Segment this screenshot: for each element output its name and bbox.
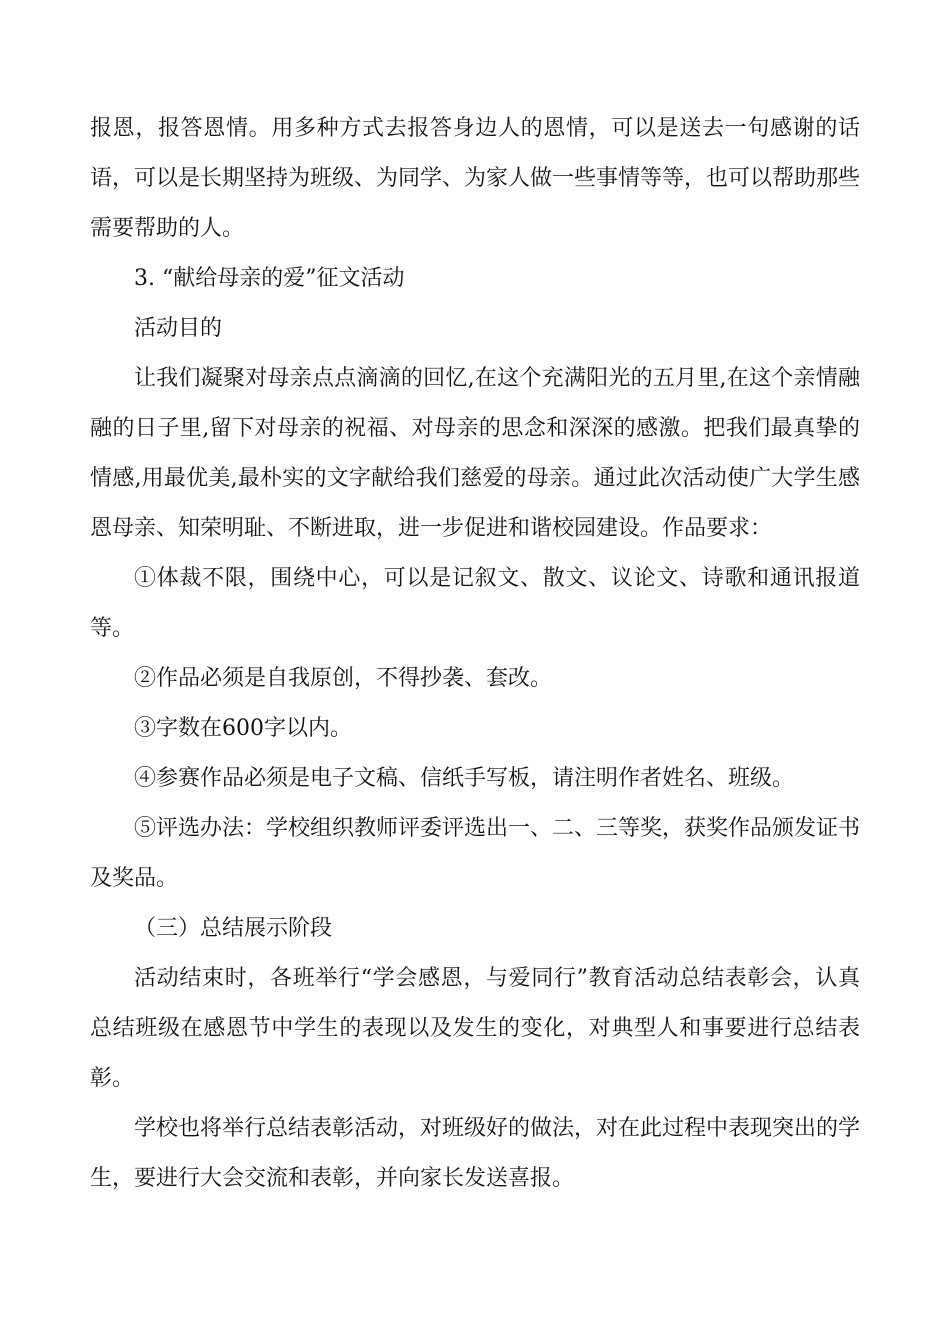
requirement-item-3: ③字数在600字以内。	[134, 716, 352, 741]
section-heading-essay-activity: 3. “献给母亲的爱”征文活动	[134, 266, 405, 291]
requirement-item-4: ④参赛作品必须是电子文稿、信纸手写板，请注明作者姓名、班级。	[134, 766, 795, 791]
paragraph-continuation: 报恩，报答恩情。用多种方式去报答身边人的恩情，可以是送去一句感谢的话语，可以是长期坚持为班级、为同学、为家人做一些事情等等，也可以帮助那些需要帮助的人。	[90, 116, 861, 241]
requirement-item-1: ①体裁不限，围绕中心，可以是记叙文、散文、议论文、诗歌和通讯报道等。	[90, 566, 860, 641]
subheading-activity-purpose: 活动目的	[134, 316, 223, 341]
requirement-item-5: ⑤评选办法：学校组织教师评委评选出一、二、三等奖，获奖作品颁发证书及奖品。	[90, 816, 861, 891]
paragraph-school-summary: 学校也将举行总结表彰活动，对班级好的做法，对在此过程中表现突出的学生，要进行大会交流和表彰，并向家长发送喜报。	[90, 1116, 861, 1191]
paragraph-activity-purpose: 让我们凝聚对母亲点点滴滴的回忆,在这个充满阳光的五月里,在这个亲情融融的日子里,留下对母亲的祝福、对母亲的思念和深深的感激。把我们最真挚的情感,用最优美,最朴实的文字献给我们慈爱的母亲。通过此次活动使广大学生感恩母亲、知荣明耻、不断进取，进一步促进和谐校园建设。作品要求：	[90, 366, 860, 541]
section-heading-summary-stage: （三）总结展示阶段	[134, 916, 333, 941]
requirement-item-2: ②作品必须是自我原创，不得抄袭、套改。	[134, 666, 553, 691]
document-body	[90, 104, 860, 1204]
paragraph-class-summary: 活动结束时，各班举行“学会感恩，与爱同行”教育活动总结表彰会，认真总结班级在感恩节中学生的表现以及发生的变化，对典型人和事要进行总结表彰。	[90, 966, 860, 1091]
